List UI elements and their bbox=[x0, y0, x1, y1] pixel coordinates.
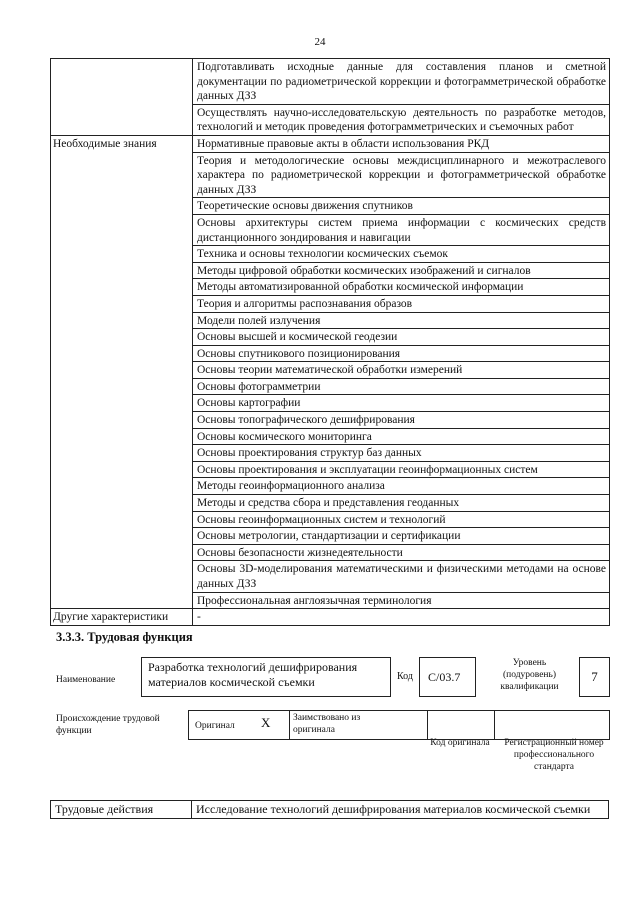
table-row bbox=[51, 412, 610, 429]
row-label bbox=[51, 262, 193, 279]
row-label bbox=[51, 295, 193, 312]
table-row bbox=[51, 561, 610, 592]
knowledge-table bbox=[50, 58, 610, 626]
borrowed-cell bbox=[289, 710, 427, 740]
row-label bbox=[51, 214, 193, 245]
row-label bbox=[51, 59, 193, 105]
table-row bbox=[51, 262, 610, 279]
row-text: Основы архитектуры систем приема информации с космических средств дистанционного зондирования и навигации bbox=[193, 214, 610, 245]
row-label bbox=[51, 198, 193, 215]
row-label bbox=[51, 445, 193, 462]
row-label: Другие характеристики bbox=[51, 609, 193, 626]
reg-number-cell bbox=[494, 710, 610, 740]
row-text: Основы топографического дешифрирования bbox=[193, 412, 610, 429]
original-mark: X bbox=[261, 715, 271, 730]
table-row bbox=[51, 246, 610, 263]
table-row bbox=[51, 104, 610, 135]
section-heading: 3.3.3. Трудовая функция bbox=[56, 630, 193, 644]
table-row bbox=[51, 495, 610, 512]
table-row bbox=[51, 59, 610, 105]
row-label bbox=[51, 544, 193, 561]
row-text: Основы спутникового позиционирования bbox=[193, 345, 610, 362]
row-text: Теоретические основы движения спутников bbox=[193, 198, 610, 215]
page-number: 24 bbox=[314, 36, 326, 48]
row-label bbox=[51, 395, 193, 412]
table-row bbox=[51, 362, 610, 379]
row-label bbox=[51, 528, 193, 545]
row-text: Основы проектирования структур баз данных bbox=[193, 445, 610, 462]
qualification-level-label: Уровень (подуровень) квалификации bbox=[500, 658, 559, 692]
row-text: Методы автоматизированной обработки космической информации bbox=[193, 279, 610, 296]
code-original-cell bbox=[427, 710, 494, 740]
table-row bbox=[51, 295, 610, 312]
table-row bbox=[51, 214, 610, 245]
row-label bbox=[51, 345, 193, 362]
row-text: Основы высшей и космической геодезии bbox=[193, 329, 610, 346]
row-text: Основы безопасности жизнедеятельности bbox=[193, 544, 610, 561]
row-label bbox=[51, 412, 193, 429]
row-text: Методы цифровой обработки космических изображений и сигналов bbox=[193, 262, 610, 279]
labor-function-name: Разработка технологий дешифрирования материалов космической съемки bbox=[141, 657, 391, 697]
row-label bbox=[51, 561, 193, 592]
row-label: Необходимые знания bbox=[51, 135, 193, 152]
table-row bbox=[51, 609, 610, 626]
row-text: Основы картографии bbox=[193, 395, 610, 412]
row-text: - bbox=[193, 609, 610, 626]
row-text: Подготавливать исходные данные для составления планов и сметной документации по радиометрической коррекции и фотограмметрической обработке данных ДЗЗ bbox=[193, 59, 610, 105]
table-row bbox=[51, 345, 610, 362]
row-label bbox=[51, 246, 193, 263]
borrowed-label: Заимствовано из оригинала bbox=[293, 713, 361, 735]
row-text: Основы геоинформационных систем и технологий bbox=[193, 511, 610, 528]
row-label bbox=[51, 461, 193, 478]
labor-actions-table bbox=[50, 800, 609, 819]
row-text: Нормативные правовые акты в области использования РКД bbox=[193, 135, 610, 152]
origin-row bbox=[188, 710, 610, 740]
table-row bbox=[51, 544, 610, 561]
original-cell bbox=[188, 710, 289, 740]
table-row bbox=[51, 312, 610, 329]
labor-actions-text: Исследование технологий дешифрирования материалов космической съемки bbox=[192, 801, 609, 819]
row-text: Теория и алгоритмы распознавания образов bbox=[193, 295, 610, 312]
labor-actions-label: Трудовые действия bbox=[51, 801, 192, 819]
table-row bbox=[51, 152, 610, 198]
original-label: Оригинал bbox=[195, 721, 235, 731]
code-label: Код bbox=[397, 671, 413, 682]
table-row bbox=[51, 445, 610, 462]
row-text: Основы проектирования и эксплуатации геоинформационных систем bbox=[193, 461, 610, 478]
row-label bbox=[51, 478, 193, 495]
row-label bbox=[51, 152, 193, 198]
row-text: Осуществлять научно-исследовательскую деятельность по разработке методов, технологий и методик проведения фотограмметрических и съемочных работ bbox=[193, 104, 610, 135]
row-text: Методы и средства сбора и представления геоданных bbox=[193, 495, 610, 512]
row-label bbox=[51, 511, 193, 528]
row-text: Основы фотограмметрии bbox=[193, 378, 610, 395]
row-label bbox=[51, 104, 193, 135]
table-row bbox=[51, 461, 610, 478]
row-text: Модели полей излучения bbox=[193, 312, 610, 329]
row-label bbox=[51, 312, 193, 329]
row-label bbox=[51, 428, 193, 445]
row-label bbox=[51, 279, 193, 296]
code-value: С/03.7 bbox=[419, 657, 476, 697]
table-row bbox=[51, 592, 610, 609]
table-row bbox=[51, 329, 610, 346]
row-text: Методы геоинформационного анализа bbox=[193, 478, 610, 495]
row-label bbox=[51, 495, 193, 512]
row-text: Основы метрологии, стандартизации и сертификации bbox=[193, 528, 610, 545]
row-label bbox=[51, 378, 193, 395]
row-text: Профессиональная англоязычная терминология bbox=[193, 592, 610, 609]
row-label bbox=[51, 329, 193, 346]
row-label bbox=[51, 362, 193, 379]
table-row bbox=[51, 528, 610, 545]
reg-number-label: Регистрационный номер профессионального стандарта bbox=[504, 738, 604, 772]
table-row bbox=[51, 135, 610, 152]
table-row bbox=[51, 395, 610, 412]
origin-label: Происхождение трудовой функции bbox=[56, 714, 160, 736]
row-text: Основы космического мониторинга bbox=[193, 428, 610, 445]
row-text: Техника и основы технологии космических съемок bbox=[193, 246, 610, 263]
table-row bbox=[51, 511, 610, 528]
code-original-label: Код оригинала bbox=[430, 738, 490, 748]
table-row bbox=[51, 478, 610, 495]
table-row bbox=[51, 198, 610, 215]
qualification-level-value: 7 bbox=[579, 657, 610, 697]
row-text: Основы 3D-моделирования математическими и физическими методами на основе данных ДЗЗ bbox=[193, 561, 610, 592]
name-label: Наименование bbox=[56, 675, 116, 685]
row-text: Теория и методологические основы междисциплинарного и межотраслевого характера по радиометрической коррекции и фотограмметрической обработке данных ДЗЗ bbox=[193, 152, 610, 198]
row-text: Основы теории математической обработки измерений bbox=[193, 362, 610, 379]
table-row bbox=[51, 428, 610, 445]
table-row bbox=[51, 279, 610, 296]
table-row bbox=[51, 378, 610, 395]
row-label bbox=[51, 592, 193, 609]
